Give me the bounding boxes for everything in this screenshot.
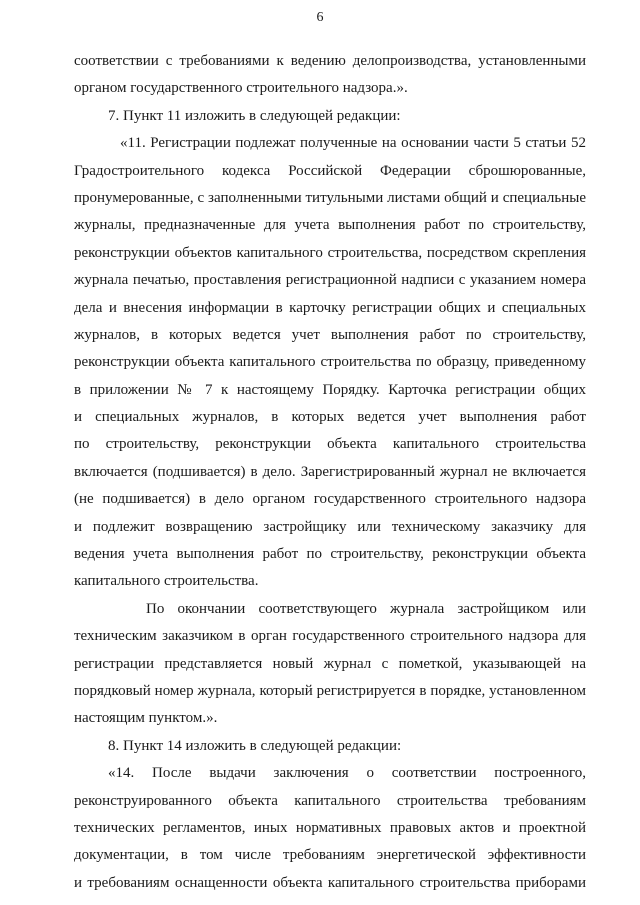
text-line: порядковый номер журнала, который регистрируется в порядке, установленном [74, 682, 586, 699]
text-line: (не подшивается) в дело органом государственного строительного надзора [74, 491, 586, 508]
text-line: соответствии с требованиями к ведению делопроизводства, установленными [74, 53, 586, 69]
text-line: «14. После выдачи заключения о соответствии построенного, [108, 765, 586, 782]
text-line: и требованиям оснащенности объекта капитального строительства приборами [74, 874, 586, 891]
text-line: регистрации представляется новый журнал с пометкой, указывающей на [74, 655, 586, 672]
text-line: По окончании соответствующего журнала застройщиком или [146, 600, 586, 617]
text-line: реконструированного объекта капитального строительства требованиям [74, 792, 586, 809]
text-line: пронумерованные, с заполненными титульными листами общий и специальные [74, 189, 586, 206]
text-line: технических регламентов, иных нормативных правовых актов и проектной [74, 819, 586, 836]
document-body [74, 48, 586, 897]
text-line: журнала печатью, проставления регистрационной надписи с указанием номера [74, 272, 586, 289]
text-line: в приложении № 7 к настоящему Порядку. Карточка регистрации общих [74, 381, 586, 398]
text-line: дела и внесения информации в карточку регистрации общих и специальных [74, 299, 586, 316]
text-line: включается (подшивается) в дело. Зарегистрированный журнал не включается [74, 463, 586, 480]
text-line: техническим заказчиком в орган государственного строительного надзора для [74, 628, 586, 645]
text-line: органом государственного строительного надзора.». [74, 80, 408, 97]
text-line: по строительству, реконструкции объекта капитального строительства [74, 436, 586, 453]
page-number: 6 [316, 10, 324, 25]
text-line: и подлежит возвращению застройщику или техническому заказчику для [74, 518, 586, 535]
text-line: и специальных журналов, в которых ведется учет выполнения работ [74, 409, 586, 426]
text-line: капитального строительства. [74, 573, 259, 590]
text-line: ведения учета выполнения работ по строительству, реконструкции объекта [74, 546, 586, 563]
text-line: 7. Пункт 11 изложить в следующей редакции: [108, 107, 401, 124]
text-line: Градостроительного кодекса Российской Федерации сброшюрованные, [74, 162, 586, 179]
text-line: реконструкции объекта капитального строительства по образцу, приведенному [74, 354, 586, 371]
text-line: реконструкции объектов капитального строительства, посредством скрепления [74, 244, 586, 261]
text-line: журналы, предназначенные для учета выполнения работ по строительству, [74, 217, 586, 234]
text-line: настоящим пунктом.». [74, 710, 218, 727]
text-line: 8. Пункт 14 изложить в следующей редакции: [108, 737, 402, 754]
text-line: документации, в том числе требованиям энергетической эффективности [74, 847, 586, 864]
text-line: «11. Регистрации подлежат полученные на основании части 5 статьи 52 [120, 135, 586, 152]
text-line: журналов, в которых ведется учет выполнения работ по строительству, [74, 326, 586, 343]
